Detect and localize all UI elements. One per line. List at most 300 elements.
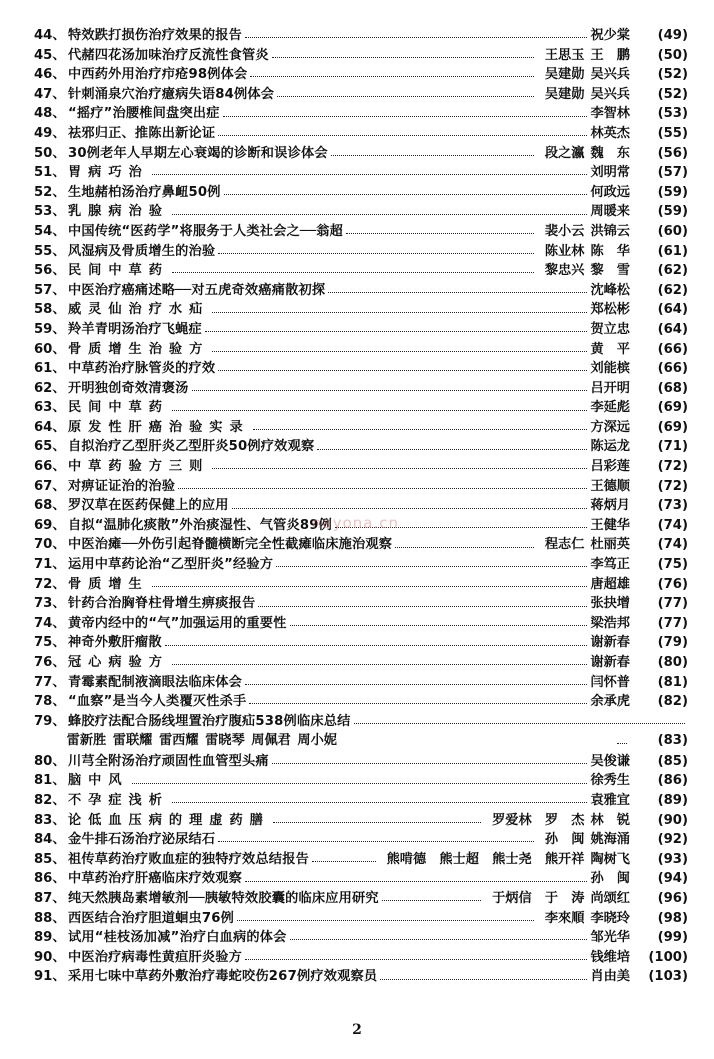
dot-leader	[172, 664, 588, 665]
entry-number: 55、	[34, 243, 66, 259]
entry-authors: 张抉增	[590, 596, 630, 612]
toc-entry-line	[34, 144, 688, 164]
entry-page: (56)	[657, 145, 688, 161]
entry-page: (100)	[648, 949, 688, 965]
entry-number: 68、	[34, 498, 66, 514]
entry-number: 58、	[34, 302, 66, 318]
toc-entry[interactable]	[34, 594, 688, 614]
entry-page: (64)	[657, 302, 688, 318]
entry-title: 黄帝内经中的“气”加强运用的重要性	[68, 615, 287, 631]
dot-leader	[380, 979, 587, 980]
toc-entry[interactable]	[34, 261, 688, 281]
entry-coauthors: 陈业林	[544, 243, 585, 259]
dot-leader	[152, 586, 588, 587]
toc-entry[interactable]	[34, 869, 688, 889]
entry-number: 65、	[34, 439, 66, 455]
entry-number: 45、	[34, 47, 66, 63]
dot-leader	[382, 900, 481, 901]
toc-entry[interactable]	[34, 830, 688, 850]
toc-entry-line	[34, 967, 688, 987]
entry-number: 49、	[34, 125, 66, 141]
entry-page: (53)	[657, 106, 688, 122]
entry-page: (74)	[657, 537, 688, 553]
toc-entry[interactable]	[34, 496, 688, 516]
entry-authors: 陈 华	[590, 243, 630, 259]
toc-entry-line	[34, 222, 688, 242]
entry-page: (57)	[657, 165, 688, 181]
entry-number: 54、	[34, 223, 66, 239]
dot-leader	[290, 939, 588, 940]
entry-coauthors: 罗爱林 罗 杰	[492, 812, 585, 828]
entry-title: 民间中草药	[68, 263, 169, 279]
dot-leader	[205, 331, 588, 332]
entry-page: (50)	[657, 47, 688, 63]
entry-title: 中医治疗病毒性黄疸肝炎验方	[68, 949, 243, 965]
entry-authors: 余承虎	[590, 694, 630, 710]
entry-page: (79)	[657, 635, 688, 651]
entry-number: 52、	[34, 184, 66, 200]
entry-number: 57、	[34, 282, 66, 298]
toc-entry[interactable]	[34, 614, 688, 634]
toc-entry[interactable]	[34, 300, 688, 320]
dot-leader	[617, 743, 627, 744]
entry-page: (90)	[657, 812, 688, 828]
entry-title: 中草药治疗脉管炎的疗效	[68, 361, 216, 377]
entry-page: (64)	[657, 321, 688, 337]
entry-number: 67、	[34, 478, 66, 494]
entry-title: 原发性肝癌治验实录	[68, 419, 250, 435]
entry-page: (71)	[657, 439, 688, 455]
entry-title: 风湿病及骨质增生的治验	[68, 243, 216, 259]
entry-number: 44、	[34, 28, 66, 43]
entry-title: 脑中风	[68, 773, 129, 789]
entry-authors: 王健华	[590, 517, 630, 533]
entry-number: 80、	[34, 753, 66, 769]
entry-page: (82)	[657, 694, 688, 710]
dot-leader	[250, 76, 533, 77]
entry-number: 66、	[34, 459, 66, 475]
entry-authors: 李笃正	[590, 557, 630, 573]
entry-title: 生地赭柏汤治疗鼻衄50例	[68, 184, 221, 200]
entry-page: (75)	[657, 557, 688, 573]
entry-page: (69)	[657, 400, 688, 416]
toc-entry-line	[34, 202, 688, 222]
entry-number: 63、	[34, 400, 66, 416]
entry-authors: 孙 闽	[590, 871, 630, 887]
toc-entry[interactable]	[34, 771, 688, 791]
toc-entry[interactable]	[34, 124, 688, 144]
entry-number: 51、	[34, 165, 66, 181]
toc-entry-line	[34, 850, 688, 870]
entry-title: 纯天然胰岛素增敏剂──胰敏特效胶囊的临床应用研究	[68, 890, 379, 906]
toc-entry-line	[34, 379, 688, 399]
entry-title: “血察”是当今人类覆灭性杀手	[68, 694, 247, 710]
entry-number: 69、	[34, 517, 66, 533]
entry-page: (89)	[657, 792, 688, 808]
toc-entry-line	[34, 928, 688, 948]
watermark: nayona.cn	[312, 514, 399, 532]
entry-page: (72)	[657, 459, 688, 475]
toc-entry[interactable]	[34, 398, 688, 418]
entry-authors: 吕彩莲	[590, 459, 630, 475]
entry-title: 针药合治胸脊柱骨增生痹痰报告	[68, 596, 256, 612]
entry-authors: 陶树飞	[590, 851, 630, 867]
entry-authors: 吴兴兵	[590, 67, 630, 83]
entry-page: (61)	[657, 243, 688, 259]
dot-leader	[258, 606, 587, 607]
entry-authors: 黄 平	[590, 341, 630, 357]
entry-page: (83)	[657, 733, 688, 749]
entry-title: 骨质增生治验方	[68, 341, 210, 357]
entry-number: 90、	[34, 949, 66, 965]
dot-leader	[272, 763, 588, 764]
toc-entry[interactable]	[34, 359, 688, 379]
dot-leader	[346, 233, 534, 234]
dot-leader	[192, 390, 588, 391]
toc-entry[interactable]	[34, 811, 688, 831]
entry-title: 冠心病验方	[68, 655, 169, 670]
entry-number: 77、	[34, 674, 66, 690]
dot-leader	[172, 214, 588, 215]
dot-leader	[152, 174, 588, 175]
toc-entry[interactable]	[34, 222, 688, 242]
entry-authors: 贺立忠	[590, 321, 630, 337]
entry-number: 78、	[34, 694, 66, 710]
entry-title: 乳腺病治验	[68, 204, 169, 220]
toc-entry[interactable]	[34, 692, 688, 712]
dot-leader	[218, 370, 587, 371]
entry-number: 85、	[34, 851, 66, 867]
entry-page: (74)	[657, 517, 688, 533]
toc-entry-line	[34, 771, 688, 791]
entry-page: (99)	[657, 930, 688, 946]
entry-number: 59、	[34, 321, 66, 337]
entry-coauthors: 吴建勋	[544, 86, 585, 102]
toc-entry[interactable]	[34, 928, 688, 948]
entry-title: 采用七味中草药外敷治疗毒蛇咬伤267例疗效观察员	[68, 969, 378, 985]
toc-entry-line	[34, 633, 688, 653]
toc-entry[interactable]	[34, 242, 688, 262]
toc-entry[interactable]	[34, 712, 688, 752]
dot-leader	[245, 684, 587, 685]
entry-title: 不孕症浅析	[68, 792, 169, 808]
toc-entry-line	[34, 692, 688, 712]
entry-authors: 何政远	[590, 184, 630, 200]
entry-page: (76)	[657, 576, 688, 592]
dot-leader	[237, 920, 534, 921]
entry-page: (73)	[657, 498, 688, 514]
dot-leader	[132, 783, 588, 784]
dot-leader	[172, 802, 588, 803]
toc-entry[interactable]	[34, 535, 688, 555]
entry-authors: 方深远	[590, 419, 630, 435]
entry-coauthors: 段之瀛	[544, 145, 585, 161]
dot-leader	[395, 547, 534, 548]
entry-title: 自拟“温肺化痰散”外治痰湿性、气管炎89例	[68, 517, 333, 533]
toc-entry[interactable]	[34, 46, 688, 66]
toc-entry[interactable]	[34, 320, 688, 340]
entry-page: (62)	[657, 263, 688, 279]
entry-title: 川芎全附汤治疗顽固性血管型头痛	[68, 753, 269, 769]
entry-title: 论低血压病的理虚药膳	[68, 812, 270, 828]
toc-entry-line	[34, 163, 688, 183]
entry-title: 中医治疗癌痛述略──对五虎奇效癌痛散初探	[68, 282, 326, 298]
entry-page: (93)	[657, 851, 688, 867]
dot-leader	[277, 96, 534, 97]
entry-number: 76、	[34, 655, 66, 670]
toc-entry-line	[34, 555, 688, 575]
entry-number: 84、	[34, 832, 66, 848]
entry-number: 81、	[34, 773, 66, 789]
entry-page: (60)	[657, 223, 688, 239]
toc-entry-line	[34, 811, 688, 831]
toc-entry-line	[34, 104, 688, 124]
entry-authors: 尚颂红	[590, 890, 630, 906]
dot-leader	[218, 841, 534, 842]
toc-entry[interactable]	[34, 948, 688, 968]
toc-entry[interactable]	[34, 967, 688, 987]
entry-title: 金牛排石汤治疗泌尿结石	[68, 832, 216, 848]
entry-page: (55)	[657, 125, 688, 141]
toc-entry-line	[34, 359, 688, 379]
toc-entry-line	[34, 830, 688, 850]
entry-coauthors: 李來順	[544, 910, 585, 926]
toc-entry[interactable]	[34, 673, 688, 693]
toc-entry[interactable]	[34, 85, 688, 105]
toc-entry-line	[34, 594, 688, 614]
toc-entry-line	[34, 261, 688, 281]
toc-entry[interactable]	[34, 202, 688, 222]
entry-page: (49)	[657, 28, 688, 43]
toc-entry[interactable]	[34, 653, 688, 673]
toc-entry-line	[34, 281, 688, 301]
toc-entry-line	[34, 948, 688, 968]
entry-title: 威灵仙治疗水疝	[68, 302, 210, 318]
entry-authors: 王德顺	[590, 478, 630, 494]
toc-entry-line	[34, 752, 688, 772]
toc-entry[interactable]	[34, 144, 688, 164]
dot-leader	[245, 881, 587, 882]
entry-authors: 袁雅宜	[590, 792, 630, 808]
toc-entry-line	[34, 909, 688, 929]
entry-title: 中国传统“医药学”将服务于人类社会之──翁超	[68, 223, 343, 239]
entry-number: 86、	[34, 871, 66, 887]
entry-authors-line	[34, 731, 688, 751]
entry-title: 特效跌打损伤治疗效果的报告	[68, 28, 243, 43]
entry-number: 47、	[34, 86, 66, 102]
entry-title: 祛邪归正、推陈出新论证	[68, 125, 216, 141]
toc-entry[interactable]	[34, 791, 688, 811]
dot-leader	[172, 272, 534, 273]
toc-entry[interactable]	[34, 26, 688, 46]
entry-page: (81)	[657, 674, 688, 690]
toc-entry[interactable]	[34, 477, 688, 497]
entry-title: 对痹证证治的治验	[68, 478, 176, 494]
dot-leader	[245, 37, 587, 38]
entry-authors: 王 鹏	[590, 47, 630, 63]
toc-entry[interactable]	[34, 65, 688, 85]
entry-number: 83、	[34, 812, 66, 828]
dot-leader	[172, 410, 588, 411]
entry-page: (86)	[657, 773, 688, 789]
entry-authors: 祝少棠	[590, 28, 630, 43]
toc-entry[interactable]	[34, 379, 688, 399]
dot-leader	[249, 703, 587, 704]
entry-authors: 闫怀普	[590, 674, 630, 690]
entry-authors: 雷新胜 雷联耀 雷西耀 雷晓琴 周佩君 周小妮	[66, 733, 337, 749]
entry-title: 自拟治疗乙型肝炎乙型肝炎50例疗效观察	[68, 439, 315, 455]
entry-title: “摇疗”治腰椎间盘突出症	[68, 106, 220, 122]
toc-entry-line	[34, 457, 688, 477]
entry-authors: 李智林	[590, 106, 630, 122]
toc-entry[interactable]	[34, 457, 688, 477]
entry-number: 46、	[34, 67, 66, 83]
entry-authors: 郑松彬	[590, 302, 630, 318]
entry-title: 神奇外敷肝瘤散	[68, 635, 162, 651]
toc-entry[interactable]	[34, 575, 688, 595]
toc-entry-line	[34, 85, 688, 105]
entry-authors: 洪锦云	[590, 223, 630, 239]
entry-number: 79、	[34, 713, 66, 729]
entry-authors: 李晓玲	[590, 910, 630, 926]
dot-leader	[165, 645, 588, 646]
entry-coauthors: 吴建勋	[544, 67, 585, 83]
entry-page: (96)	[657, 890, 688, 906]
entry-authors: 黎 雪	[590, 263, 630, 279]
dot-leader	[245, 959, 587, 960]
entry-coauthors: 熊啃德 熊士超 熊士尧 熊开祥	[386, 851, 585, 867]
dot-leader	[317, 449, 587, 450]
entry-authors: 沈峰松	[590, 282, 630, 298]
entry-coauthors: 王思玉	[544, 47, 585, 63]
dot-leader	[312, 861, 376, 862]
dot-leader	[290, 625, 588, 626]
entry-title: 胃病巧治	[68, 165, 149, 181]
toc-entry-line	[34, 653, 688, 673]
toc-entry[interactable]	[34, 889, 688, 909]
entry-number: 87、	[34, 890, 66, 906]
entry-number: 61、	[34, 361, 66, 377]
toc-entry-line	[34, 320, 688, 340]
entry-page: (59)	[657, 184, 688, 200]
entry-title: 骨质增生	[68, 576, 149, 592]
entry-page: (72)	[657, 478, 688, 494]
toc-entry[interactable]	[34, 437, 688, 457]
dot-leader	[218, 135, 587, 136]
toc-entry[interactable]	[34, 850, 688, 870]
entry-page: (69)	[657, 419, 688, 435]
toc-entry[interactable]	[34, 752, 688, 772]
toc-entry[interactable]	[34, 281, 688, 301]
toc-entry-line	[34, 418, 688, 438]
toc-entry-line	[34, 183, 688, 203]
toc-entry[interactable]	[34, 633, 688, 653]
entry-authors: 蒋炳月	[590, 498, 630, 514]
toc-entry-line	[34, 673, 688, 693]
entry-authors: 吕开明	[590, 380, 630, 396]
table-of-contents	[34, 26, 688, 987]
entry-title: 祖传草药治疗败血症的独特疗效总结报告	[68, 851, 309, 867]
dot-leader	[276, 566, 587, 567]
dot-leader	[218, 253, 534, 254]
toc-entry-line	[34, 65, 688, 85]
toc-entry-line	[34, 791, 688, 811]
entry-title: 试用“桂枝汤加减”治疗白血病的体会	[68, 930, 287, 946]
entry-number: 73、	[34, 596, 66, 612]
entry-authors: 杜丽英	[590, 537, 630, 553]
entry-authors: 刘能槟	[590, 361, 630, 377]
toc-entry-line	[34, 437, 688, 457]
toc-entry[interactable]	[34, 104, 688, 124]
entry-page: (92)	[657, 832, 688, 848]
toc-entry-line	[34, 535, 688, 555]
entry-number: 82、	[34, 792, 66, 808]
toc-entry[interactable]	[34, 340, 688, 360]
entry-title: 中医治瘫──外伤引起脊髓横断完全性截瘫临床施治观察	[68, 537, 393, 553]
dot-leader	[273, 822, 481, 823]
entry-title: 针刺涌泉穴治疗癔病失语84例体会	[68, 86, 275, 102]
entry-number: 56、	[34, 263, 66, 279]
entry-title: 中西药外用治疗疖疮98例体会	[68, 67, 248, 83]
toc-entry[interactable]	[34, 183, 688, 203]
entry-page: (98)	[657, 910, 688, 926]
toc-entry[interactable]	[34, 555, 688, 575]
entry-number: 64、	[34, 419, 66, 435]
entry-authors: 肖由美	[590, 969, 630, 985]
entry-authors: 刘明常	[590, 165, 630, 181]
dot-leader	[331, 155, 534, 156]
entry-title: 30例老年人早期左心衰竭的诊断和误诊体会	[68, 145, 328, 161]
toc-entry[interactable]	[34, 909, 688, 929]
toc-entry[interactable]	[34, 163, 688, 183]
entry-page: (103)	[648, 969, 688, 985]
entry-authors: 林 锐	[590, 812, 630, 828]
entry-page: (77)	[657, 615, 688, 631]
entry-title: 蜂胶疗法配合肠线埋置治疗腹疝538例临床总结	[68, 713, 351, 729]
entry-page: (80)	[657, 655, 688, 670]
entry-authors: 吴俊谦	[590, 753, 630, 769]
toc-entry-line	[34, 340, 688, 360]
entry-page: (52)	[657, 86, 688, 102]
entry-number: 71、	[34, 557, 66, 573]
entry-authors: 周暖来	[590, 204, 630, 220]
entry-title: 民间中草药	[68, 400, 169, 416]
entry-coauthors: 裴小云	[544, 223, 585, 239]
dot-leader	[328, 292, 587, 293]
entry-authors: 陈运龙	[590, 439, 630, 455]
entry-authors: 钱维培	[590, 949, 630, 965]
toc-entry[interactable]	[34, 418, 688, 438]
entry-authors: 梁浩邦	[590, 615, 630, 631]
entry-page: (94)	[657, 871, 688, 887]
dot-leader	[354, 723, 686, 724]
entry-title: 开明独创奇效清褒汤	[68, 380, 189, 396]
toc-entry-line	[34, 46, 688, 66]
dot-leader	[223, 116, 588, 117]
toc-entry-line	[34, 889, 688, 909]
entry-title: 中草药验方三则	[68, 459, 210, 475]
entry-number: 74、	[34, 615, 66, 631]
entry-page: (59)	[657, 204, 688, 220]
entry-page: (85)	[657, 753, 688, 769]
entry-number: 72、	[34, 576, 66, 592]
entry-page: (52)	[657, 67, 688, 83]
toc-entry-line	[34, 124, 688, 144]
entry-number: 70、	[34, 537, 66, 553]
entry-number: 60、	[34, 341, 66, 357]
toc-entry-line	[34, 712, 688, 732]
entry-authors: 魏 东	[590, 145, 630, 161]
